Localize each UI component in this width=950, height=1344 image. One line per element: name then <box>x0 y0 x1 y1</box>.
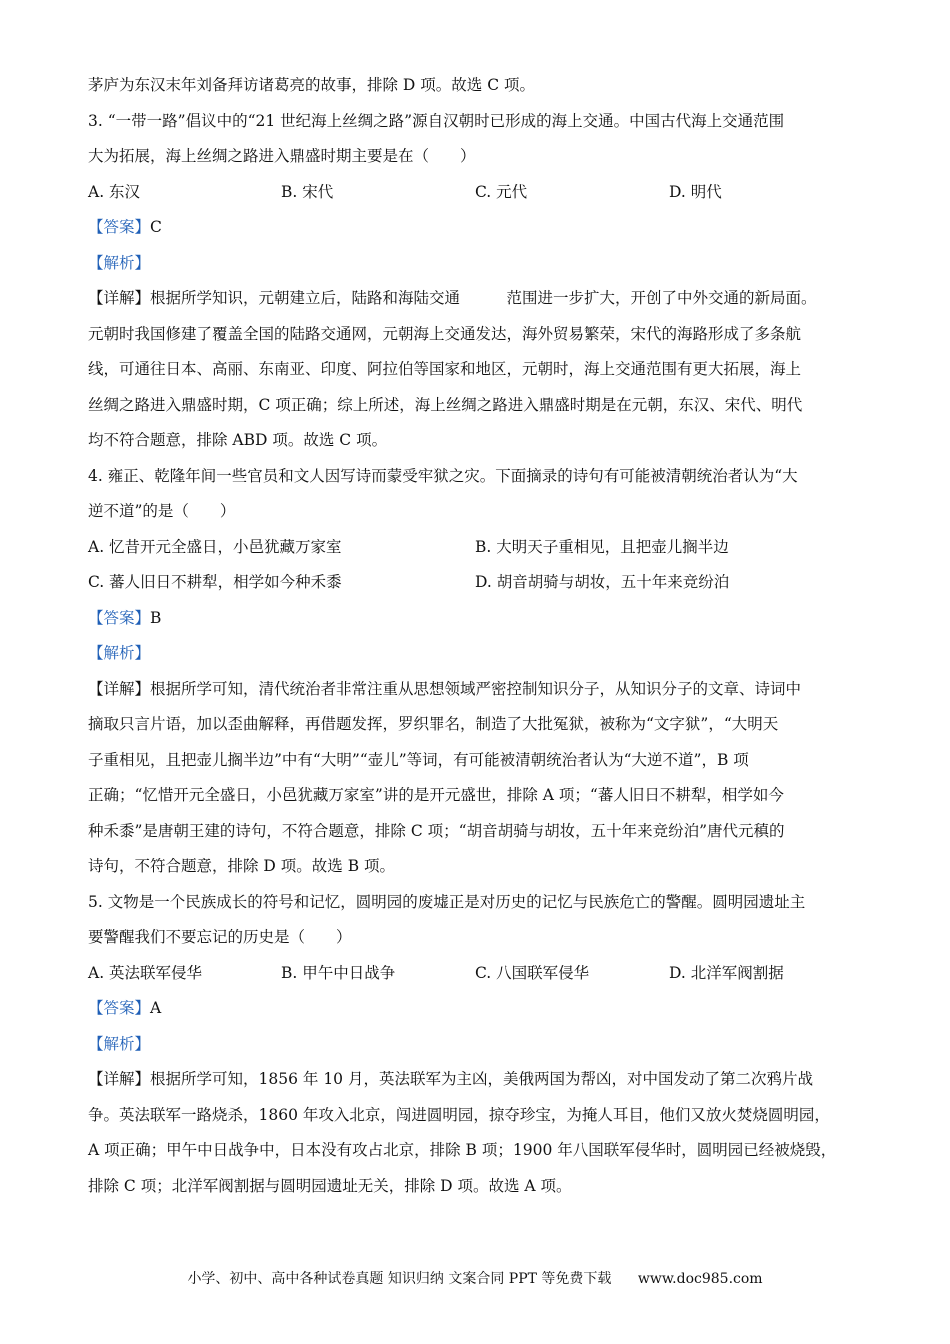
q3-options <box>88 175 868 211</box>
q3-detail-line-1 <box>88 281 868 317</box>
q4-options-row-2 <box>88 565 868 601</box>
q5-detail-line-1 <box>88 1062 868 1098</box>
q5-detail-line-2: 争。英法联军一路烧杀，1860 年攻入北京，闯进圆明园，掠夺珍宝，为掩人耳目，他们又放火焚烧圆明园， <box>88 1105 830 1124</box>
q5-answer <box>88 991 868 1027</box>
q4-answer <box>88 601 868 637</box>
q3-detail-text-1: 根据所学知识，元朝建立后，陆路和海陆交通 范围进一步扩大，开创了中外交通的新局面。 <box>150 289 817 307</box>
detail-tag: 【详解】 <box>88 1070 151 1088</box>
q3-option-a: A. 东汉 <box>88 182 141 201</box>
q3-detail-line-4: 丝绸之路进入鼎盛时期，C 项正确；综上所述，海上丝绸之路进入鼎盛时期是在元朝，东汉、宋代、明代 <box>88 395 803 414</box>
q4-detail-line-1 <box>88 672 868 708</box>
q3-stem-line-2: 大为拓展，海上丝绸之路进入鼎盛时期主要是在（ ） <box>88 147 476 165</box>
q3-option-d: D. 明代 <box>669 182 722 201</box>
q4-detail-line-3: 子重相见，且把壶儿搁半边”中有“大明”“壶儿”等词，有可能被清朝统治者认为“大逆不道”，B 项 <box>88 750 749 769</box>
intro-line: 茅庐为东汉末年刘备拜访诸葛亮的故事，排除 D 项。故选 C 项。 <box>88 76 535 94</box>
q3-option-b: B. 宋代 <box>281 182 334 201</box>
q4-detail-line-5: 种禾黍”是唐朝王建的诗句，不符合题意，排除 C 项；“胡音胡骑与胡妆，五十年来竞纷泊”唐代元稹的 <box>88 821 785 840</box>
q4-detail-text-1: 根据所学可知，清代统治者非常注重从思想领域严密控制知识分子，从知识分子的文章、诗词中 <box>150 679 802 698</box>
q4-stem-line-1: 4. 雍正、乾隆年间一些官员和文人因写诗而蒙受牢狱之灾。下面摘录的诗句有可能被清朝统治者认为“大 <box>88 466 798 485</box>
q5-option-a: A. 英法联军侵华 <box>88 963 203 982</box>
q4-detail-line-6: 诗句，不符合题意，排除 D 项。故选 B 项。 <box>88 857 396 875</box>
q5-detail-text-1: 根据所学可知，1856 年 10 月，英法联军为主凶，美俄两国为帮凶，对中国发动了第二次鸦片战 <box>150 1070 813 1088</box>
q3-option-c: C. 元代 <box>475 182 528 201</box>
q4-answer-value: B <box>150 608 162 627</box>
q4-option-d: D. 胡音胡骑与胡妆，五十年来竞纷泊 <box>475 573 730 591</box>
footer-text: 小学、初中、高中各种试卷真题 知识归纳 文案合同 PPT 等免费下载 <box>187 1271 612 1287</box>
page-footer <box>0 1268 950 1288</box>
q5-stem-line-1: 5. 文物是一个民族成长的符号和记忆，圆明园的废墟正是对历史的记忆与民族危亡的警醒。圆明园遗址主 <box>88 892 806 911</box>
q3-analysis-tag: 【解析】 <box>88 253 151 272</box>
q5-option-b: B. 甲午中日战争 <box>281 963 396 982</box>
q5-option-c: C. 八国联军侵华 <box>475 963 590 982</box>
answer-tag: 【答案】 <box>88 608 151 627</box>
q5-analysis-tag: 【解析】 <box>88 1034 151 1053</box>
q5-stem-line-2: 要警醒我们不要忘记的历史是（ ） <box>88 928 352 946</box>
q3-detail-line-5: 均不符合题意，排除 ABD 项。故选 C 项。 <box>88 431 388 449</box>
q4-option-c: C. 蕃人旧日不耕犁，相学如今种禾黍 <box>88 573 342 591</box>
answer-tag: 【答案】 <box>88 999 151 1017</box>
q5-options <box>88 956 868 992</box>
q3-stem-line-1: 3. “一带一路”倡议中的“21 世纪海上丝绸之路”源自汉朝时已形成的海上交通。中国古代海上交通范围 <box>88 111 785 130</box>
q5-option-d: D. 北洋军阀割据 <box>669 963 784 982</box>
answer-tag: 【答案】 <box>88 218 151 236</box>
question-5 <box>88 885 868 1205</box>
q4-detail-line-4: 正确；“忆惜开元全盛日，小邑犹藏万家室”讲的是开元盛世，排除 A 项；“蕃人旧日不耕犁，相学如今 <box>88 786 784 804</box>
document-page <box>88 68 868 1204</box>
q3-detail-line-2: 元朝时我国修建了覆盖全国的陆路交通网，元朝海上交通发达，海外贸易繁荣，宋代的海路形成了多条航 <box>88 324 802 343</box>
footer-site-link[interactable]: www.doc985.com <box>637 1271 763 1287</box>
q4-analysis-tag: 【解析】 <box>88 644 151 662</box>
detail-tag: 【详解】 <box>88 289 151 307</box>
question-4 <box>88 459 868 885</box>
q4-stem-line-2: 逆不道”的是（ ） <box>88 502 236 520</box>
q3-answer-value: C <box>150 218 162 236</box>
q3-detail-line-3: 线，可通往日本、高丽、东南亚、印度、阿拉伯等国家和地区，元朝时，海上交通范围有更大拓展，海上 <box>88 360 802 378</box>
detail-tag: 【详解】 <box>88 679 151 698</box>
q4-options-row-1 <box>88 530 868 566</box>
q3-answer <box>88 210 868 246</box>
question-3 <box>88 104 868 459</box>
q5-answer-value: A <box>150 999 162 1017</box>
q4-option-b: B. 大明天子重相见，且把壶儿搁半边 <box>475 537 729 556</box>
q5-detail-line-4: 排除 C 项；北洋军阀割据与圆明园遗址无关，排除 D 项。故选 A 项。 <box>88 1176 572 1195</box>
q5-detail-line-3: A 项正确；甲午中日战争中，日本没有攻占北京，排除 B 项；1900 年八国联军侵华时，圆明园已经被烧毁， <box>88 1141 837 1159</box>
q4-option-a: A. 忆昔开元全盛日，小邑犹藏万家室 <box>88 537 342 556</box>
q4-detail-line-2: 摘取只言片语，加以歪曲解释，再借题发挥，罗织罪名，制造了大批冤狱，被称为“文字狱”，“大明天 <box>88 715 779 733</box>
